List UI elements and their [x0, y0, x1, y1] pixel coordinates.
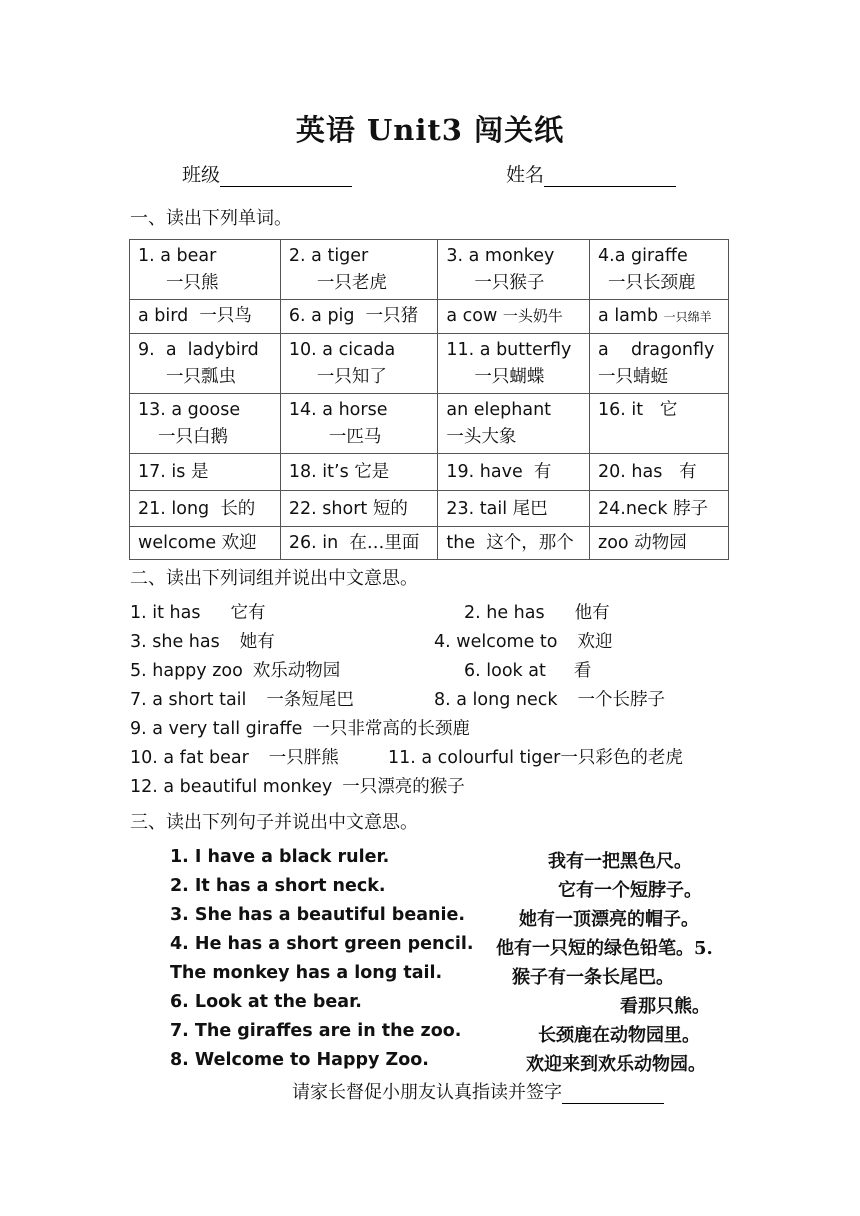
sentence-en: 7. The giraffes are in the zoo.: [170, 1021, 462, 1041]
word-cell: 13. a goose 一只白鹅: [130, 394, 281, 454]
word-cell: zoo 动物园: [590, 527, 729, 560]
word-cell: 24.neck 脖子: [590, 491, 729, 527]
word-cell: 1. a bear 一只熊: [130, 240, 281, 300]
word-cell: 21. long 长的: [130, 491, 281, 527]
section2-heading: 二、读出下列词组并说出中文意思。: [130, 568, 418, 589]
name-blank[interactable]: [544, 166, 676, 187]
table-row: [130, 300, 729, 334]
sentence-cn: 我有一把黑色尺。: [548, 851, 692, 872]
phrase-item: 11. a colourful tiger一只彩色的老虎: [388, 748, 683, 768]
word-cell: 19. have 有: [438, 454, 590, 491]
name-field: [506, 160, 676, 187]
sentence-cn: 长颈鹿在动物园里。: [538, 1025, 700, 1046]
parent-signature: [292, 1078, 664, 1104]
word-cell: 2. a tiger 一只老虎: [280, 240, 437, 300]
word-table: [129, 239, 729, 560]
word-cell: an elephant 一头大象: [438, 394, 590, 454]
word-cell: 11. a butterfly 一只蝴蝶: [438, 334, 590, 394]
sentence-cn: 他有一只短的绿色铅笔。5.: [496, 938, 713, 959]
sentence-cn: 它有一个短脖子。: [558, 880, 702, 901]
table-row: [130, 334, 729, 394]
phrase-item: 10. a fat bear 一只胖熊: [130, 748, 339, 768]
word-cell: welcome 欢迎: [130, 527, 281, 560]
word-cell: 6. a pig 一只猪: [280, 300, 437, 334]
phrase-item: 3. she has 她有: [130, 632, 275, 652]
word-cell: a lamb 一只绵羊: [590, 300, 729, 334]
sentence-cn: 猴子有一条长尾巴。: [512, 967, 674, 988]
section3-heading: 三、读出下列句子并说出中文意思。: [130, 812, 418, 833]
sentence-en: 4. He has a short green pencil.: [170, 934, 474, 954]
sentence-en: 2. It has a short neck.: [170, 876, 386, 896]
class-label: 班级: [182, 164, 221, 186]
word-cell: 16. it 它: [590, 394, 729, 454]
phrase-item: 8. a long neck 一个长脖子: [434, 690, 665, 710]
word-cell: 18. it’s 它是: [280, 454, 437, 491]
word-cell: 9. a ladybird 一只瓢虫: [130, 334, 281, 394]
signature-blank[interactable]: [562, 1083, 664, 1104]
phrase-item: 12. a beautiful monkey 一只漂亮的猴子: [130, 777, 465, 797]
class-blank[interactable]: [220, 166, 352, 187]
word-cell: 14. a horse 一匹马: [280, 394, 437, 454]
sentence-en: 1. I have a black ruler.: [170, 847, 390, 867]
sentence-en: 8. Welcome to Happy Zoo.: [170, 1050, 429, 1070]
sentence-cn: 她有一顶漂亮的帽子。: [519, 909, 699, 930]
section1-heading: 一、读出下列单词。: [130, 208, 292, 229]
word-cell: 10. a cicada 一只知了: [280, 334, 437, 394]
sentence-cn: 欢迎来到欢乐动物园。: [526, 1054, 706, 1075]
word-cell: 4.a giraffe 一只长颈鹿: [590, 240, 729, 300]
word-cell: a dragonfly 一只蜻蜓: [590, 334, 729, 394]
class-field: [182, 160, 352, 187]
word-cell: 17. is 是: [130, 454, 281, 491]
phrase-item: 6. look at 看: [464, 661, 592, 681]
sentence-cn: 看那只熊。: [620, 996, 710, 1017]
sentence-en: 6. Look at the bear.: [170, 992, 362, 1012]
phrase-item: 4. welcome to 欢迎: [434, 632, 613, 652]
page-title: 英语 Unit3 闯关纸: [295, 113, 565, 147]
word-cell: 20. has 有: [590, 454, 729, 491]
phrase-item: 9. a very tall giraffe 一只非常高的长颈鹿: [130, 719, 470, 739]
table-row: [130, 394, 729, 454]
table-row: [130, 491, 729, 527]
sentence-en: The monkey has a long tail.: [170, 963, 443, 983]
phrase-item: 5. happy zoo 欢乐动物园: [130, 661, 341, 681]
word-cell: 3. a monkey 一只猴子: [438, 240, 590, 300]
word-cell: 26. in 在…里面: [280, 527, 437, 560]
phrase-item: 7. a short tail 一条短尾巴: [130, 690, 354, 710]
phrase-item: 2. he has 他有: [464, 603, 610, 623]
signature-label: 请家长督促小朋友认真指读并签字: [292, 1082, 562, 1103]
word-cell: the 这个，那个: [438, 527, 590, 560]
sentence-en: 3. She has a beautiful beanie.: [170, 905, 465, 925]
table-row: [130, 454, 729, 491]
word-cell: a cow 一头奶牛: [438, 300, 590, 334]
table-row: [130, 527, 729, 560]
phrase-item: 1. it has 它有: [130, 603, 266, 623]
word-cell: a bird 一只鸟: [130, 300, 281, 334]
word-cell: 23. tail 尾巴: [438, 491, 590, 527]
word-cell: 22. short 短的: [280, 491, 437, 527]
name-label: 姓名: [506, 164, 545, 186]
table-row: [130, 240, 729, 300]
